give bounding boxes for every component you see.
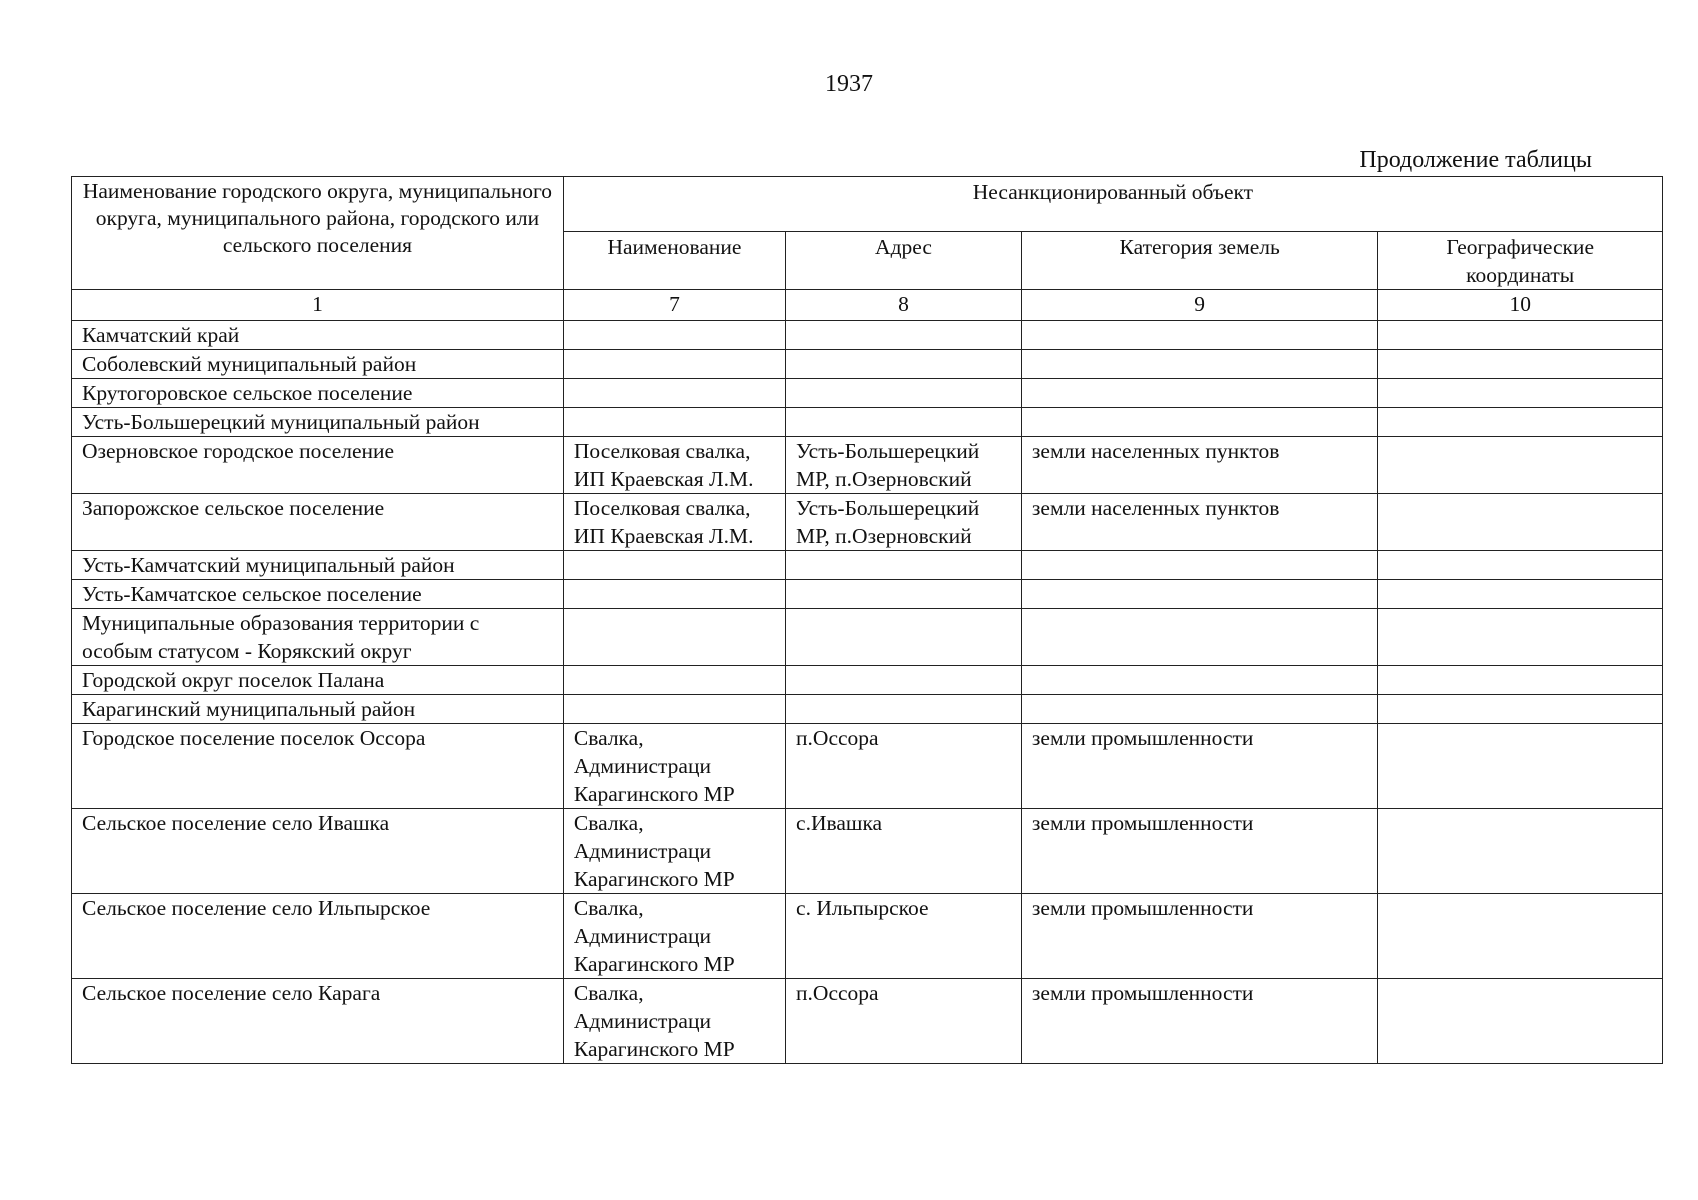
municipality-cell: Карагинский муниципальный район — [72, 695, 564, 724]
municipality-cell: Запорожское сельское поселение — [72, 494, 564, 551]
coordinates-cell — [1378, 408, 1663, 437]
land-category-cell — [1021, 379, 1377, 408]
municipality-cell: Крутогоровское сельское поселение — [72, 379, 564, 408]
table-row — [72, 379, 1663, 408]
table-row — [72, 494, 1663, 551]
column-number: 8 — [786, 290, 1022, 321]
land-category-cell — [1021, 408, 1377, 437]
table-row — [72, 350, 1663, 379]
municipality-cell: Городское поселение поселок Оссора — [72, 724, 564, 809]
land-category-cell — [1021, 350, 1377, 379]
object-name-line: Свалка, — [573, 811, 644, 835]
object-name-line: Администраци — [573, 1009, 711, 1033]
table-row — [72, 666, 1663, 695]
object-name-cell — [563, 437, 785, 494]
header-group-row — [72, 177, 1663, 232]
land-category-cell — [1021, 695, 1377, 724]
address-cell — [786, 408, 1022, 437]
coordinates-cell — [1378, 695, 1663, 724]
object-name-cell — [563, 809, 785, 894]
coordinates-cell — [1378, 894, 1663, 979]
coordinates-cell — [1378, 580, 1663, 609]
address-cell — [786, 379, 1022, 408]
table-header — [72, 177, 1663, 321]
address-line: п.Оссора — [796, 726, 879, 750]
object-name-cell — [563, 408, 785, 437]
coordinates-cell — [1378, 379, 1663, 408]
municipality-cell: Усть-Камчатское сельское поселение — [72, 580, 564, 609]
table-row — [72, 437, 1663, 494]
address-cell — [786, 494, 1022, 551]
dumps-table — [71, 176, 1663, 1064]
address-cell — [786, 724, 1022, 809]
object-name-cell — [563, 321, 785, 350]
table-row — [72, 321, 1663, 350]
address-cell — [786, 350, 1022, 379]
object-name-cell — [563, 695, 785, 724]
header-municipality: Наименование городского округа, муниципального округа, муниципального района, городского или сельского поселения — [72, 177, 564, 290]
object-name-cell — [563, 609, 785, 666]
table-row — [72, 894, 1663, 979]
coordinates-cell — [1378, 666, 1663, 695]
address-cell — [786, 894, 1022, 979]
address-cell — [786, 809, 1022, 894]
continuation-label: Продолжение таблицы — [1359, 147, 1592, 173]
land-category-cell — [1021, 580, 1377, 609]
page-number: 1937 — [825, 71, 873, 97]
column-number: 9 — [1021, 290, 1377, 321]
address-line: с.Ивашка — [796, 811, 883, 835]
table-row — [72, 724, 1663, 809]
address-cell — [786, 979, 1022, 1064]
municipality-cell: Сельское поселение село Ивашка — [72, 809, 564, 894]
address-cell — [786, 437, 1022, 494]
coordinates-cell — [1378, 321, 1663, 350]
land-category-cell — [1021, 666, 1377, 695]
address-cell — [786, 609, 1022, 666]
municipality-cell: Соболевский муниципальный район — [72, 350, 564, 379]
object-name-line: Карагинского МР — [573, 867, 735, 891]
header-unauthorized-object: Несанкционированный объект — [563, 177, 1662, 232]
object-name-cell — [563, 979, 785, 1064]
land-category-cell: земли промышленности — [1021, 724, 1377, 809]
address-line: п.Оссора — [796, 981, 879, 1005]
address-line: Усть-Большерецкий — [796, 496, 980, 520]
municipality-cell: Городской округ поселок Палана — [72, 666, 564, 695]
municipality-cell: Усть-Большерецкий муниципальный район — [72, 408, 564, 437]
column-number: 7 — [563, 290, 785, 321]
address-cell — [786, 580, 1022, 609]
municipality-cell: Озерновское городское поселение — [72, 437, 564, 494]
land-category-cell — [1021, 609, 1377, 666]
coordinates-cell — [1378, 350, 1663, 379]
municipality-cell: Сельское поселение село Карага — [72, 979, 564, 1064]
object-name-line: ИП Краевская Л.М. — [573, 524, 754, 548]
coordinates-cell — [1378, 494, 1663, 551]
object-name-line: Карагинского МР — [573, 952, 735, 976]
object-name-line: Поселковая свалка, — [573, 439, 751, 463]
table-row — [72, 580, 1663, 609]
municipality-cell: Камчатский край — [72, 321, 564, 350]
table-body — [72, 321, 1663, 1064]
column-number: 10 — [1378, 290, 1663, 321]
object-name-line: ИП Краевская Л.М. — [573, 467, 754, 491]
object-name-cell — [563, 350, 785, 379]
table-row — [72, 609, 1663, 666]
object-name-cell — [563, 666, 785, 695]
land-category-cell: земли промышленности — [1021, 894, 1377, 979]
object-name-cell — [563, 551, 785, 580]
header-number-row — [72, 290, 1663, 321]
object-name-line: Свалка, — [573, 981, 644, 1005]
municipality-cell: Муниципальные образования территории с особым статусом - Корякский округ — [72, 609, 564, 666]
table-row — [72, 695, 1663, 724]
address-cell — [786, 321, 1022, 350]
object-name-cell — [563, 894, 785, 979]
land-category-cell — [1021, 551, 1377, 580]
table-row — [72, 551, 1663, 580]
coordinates-cell — [1378, 809, 1663, 894]
object-name-line: Свалка, — [573, 896, 644, 920]
address-line: МР, п.Озерновский — [796, 467, 972, 491]
coordinates-cell — [1378, 609, 1663, 666]
object-name-line: Карагинского МР — [573, 1037, 735, 1061]
land-category-cell: земли населенных пунктов — [1021, 437, 1377, 494]
land-category-cell: земли промышленности — [1021, 809, 1377, 894]
object-name-line: Администраци — [573, 839, 711, 863]
table-row — [72, 979, 1663, 1064]
object-name-cell — [563, 379, 785, 408]
municipality-cell: Усть-Камчатский муниципальный район — [72, 551, 564, 580]
object-name-cell — [563, 724, 785, 809]
column-number: 1 — [72, 290, 564, 321]
land-category-cell — [1021, 321, 1377, 350]
header-coordinates: Географические координаты — [1378, 232, 1663, 290]
address-cell — [786, 551, 1022, 580]
coordinates-cell — [1378, 724, 1663, 809]
table-row — [72, 408, 1663, 437]
header-object-name: Наименование — [563, 232, 785, 290]
address-cell — [786, 695, 1022, 724]
header-land-category: Категория земель — [1021, 232, 1377, 290]
object-name-line: Свалка, — [573, 726, 644, 750]
coordinates-cell — [1378, 551, 1663, 580]
land-category-cell: земли промышленности — [1021, 979, 1377, 1064]
coordinates-cell — [1378, 437, 1663, 494]
address-line: МР, п.Озерновский — [796, 524, 972, 548]
object-name-line: Администраци — [573, 754, 711, 778]
object-name-line: Администраци — [573, 924, 711, 948]
object-name-line: Поселковая свалка, — [573, 496, 751, 520]
object-name-cell — [563, 494, 785, 551]
address-line: Усть-Большерецкий — [796, 439, 980, 463]
object-name-cell — [563, 580, 785, 609]
table-row — [72, 809, 1663, 894]
object-name-line: Карагинского МР — [573, 782, 735, 806]
address-cell — [786, 666, 1022, 695]
coordinates-cell — [1378, 979, 1663, 1064]
header-address: Адрес — [786, 232, 1022, 290]
land-category-cell: земли населенных пунктов — [1021, 494, 1377, 551]
municipality-cell: Сельское поселение село Ильпырское — [72, 894, 564, 979]
address-line: с. Ильпырское — [796, 896, 929, 920]
